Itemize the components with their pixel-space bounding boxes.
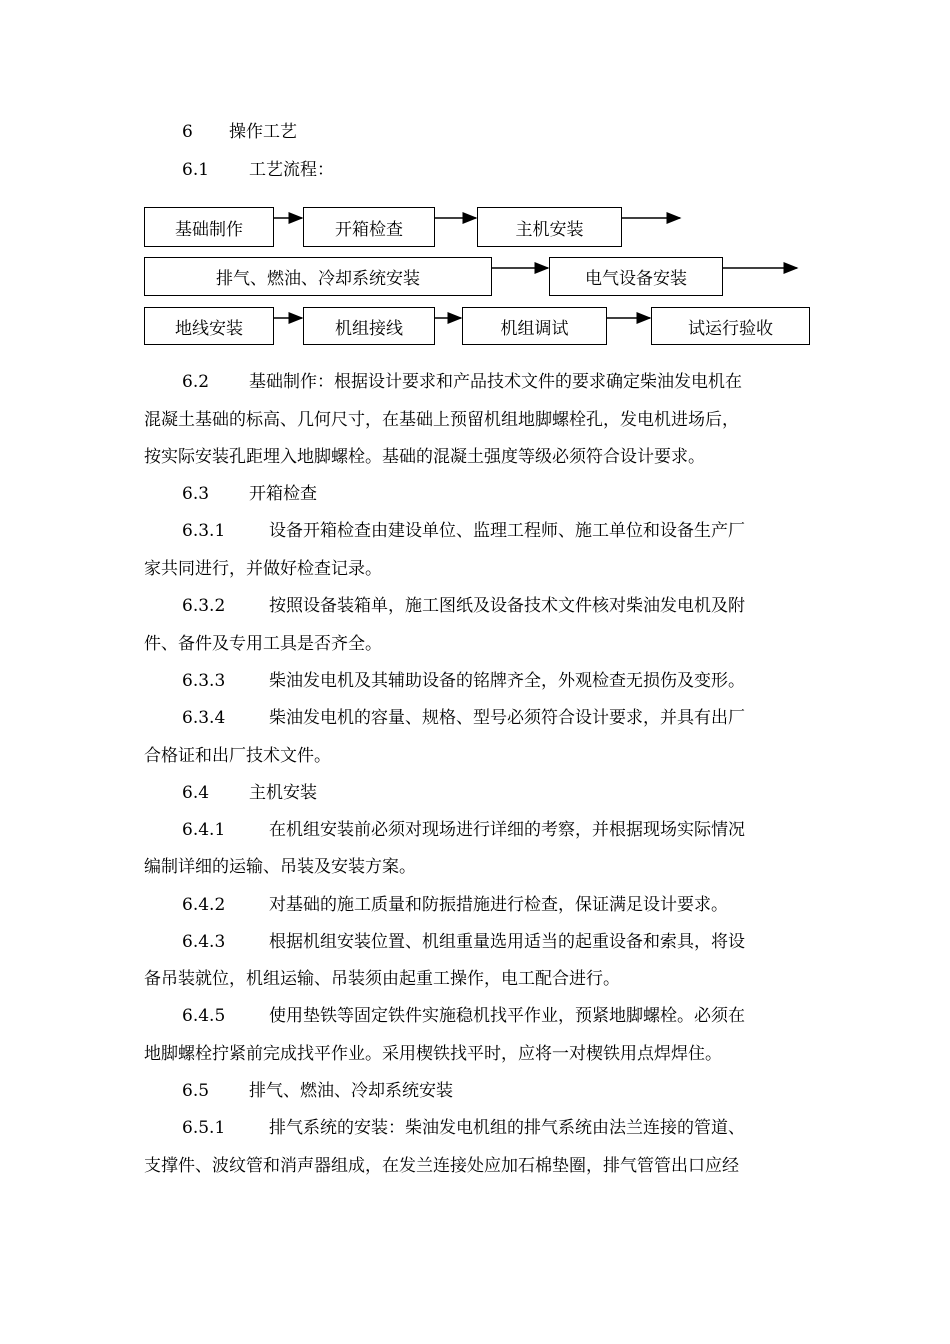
para-6-3 — [182, 484, 812, 504]
para-number: 6.5.1 — [182, 1118, 226, 1138]
para-6-2-line-2: 混凝土基础的标高、几何尺寸，在基础上预留机组地脚螺栓孔，发电机进场后， — [144, 410, 739, 430]
para-number: 6.4.1 — [182, 820, 226, 840]
para-6-5 — [182, 1081, 812, 1101]
para-6-4-2 — [182, 895, 812, 915]
flow-box-wiring: 机组接线 — [303, 307, 435, 345]
para-number: 6.3.3 — [182, 671, 226, 691]
para-6-3-1 — [182, 521, 812, 541]
flow-box-exhaust-fuel-cooling: 排气、燃油、冷却系统安装 — [144, 257, 492, 296]
para-6-4-3 — [182, 932, 812, 952]
para-number: 6.2 — [182, 372, 210, 392]
para-number: 6.4 — [182, 783, 210, 803]
para-text: 排气系统的安装：柴油发电机组的排气系统由法兰连接的管道、 — [269, 1118, 745, 1138]
para-6-3-2 — [182, 596, 812, 616]
flow-box-electrical: 电气设备安装 — [549, 257, 723, 296]
para-number: 6.3.2 — [182, 596, 226, 616]
para-6-5-1-line-2: 支撑件、波纹管和消声器组成，在发兰连接处应加石棉垫圈，排气管管出口应经 — [144, 1156, 739, 1176]
para-6-3-2-line-2: 件、备件及专用工具是否齐全。 — [144, 634, 382, 654]
flow-box-acceptance: 试运行验收 — [651, 307, 810, 345]
para-text: 根据机组安装位置、机组重量选用适当的起重设备和索具，将设 — [269, 932, 745, 952]
para-text: 柴油发电机及其辅助设备的铭牌齐全，外观检查无损伤及变形。 — [269, 671, 745, 691]
para-6-4-5 — [182, 1006, 812, 1026]
section-heading — [182, 122, 812, 142]
para-6-2-line-3: 按实际安装孔距埋入地脚螺栓。基础的混凝土强度等级必须符合设计要求。 — [144, 447, 705, 467]
para-6-3-4 — [182, 708, 812, 728]
para-text: 按照设备装箱单，施工图纸及设备技术文件核对柴油发电机及附 — [269, 596, 745, 616]
flow-title: 工艺流程： — [249, 160, 334, 180]
para-6-4-1 — [182, 820, 812, 840]
para-number: 6.3.4 — [182, 708, 226, 728]
para-6-4-1-line-2: 编制详细的运输、吊装及安装方案。 — [144, 857, 416, 877]
para-number: 6.4.5 — [182, 1006, 226, 1026]
para-text: 使用垫铁等固定铁件实施稳机找平作业，预紧地脚螺栓。必须在 — [269, 1006, 745, 1026]
para-text: 设备开箱检查由建设单位、监理工程师、施工单位和设备生产厂 — [269, 521, 745, 541]
para-number: 6.4.2 — [182, 895, 226, 915]
para-6-3-4-line-2: 合格证和出厂技术文件。 — [144, 746, 331, 766]
flow-box-debug: 机组调试 — [462, 307, 607, 345]
para-6-3-3 — [182, 671, 812, 691]
para-text: 主机安装 — [249, 783, 317, 803]
para-text: 开箱检查 — [249, 484, 317, 504]
flow-heading — [182, 160, 812, 180]
para-number: 6.3 — [182, 484, 210, 504]
para-text: 对基础的施工质量和防振措施进行检查，保证满足设计要求。 — [269, 895, 728, 915]
flow-box-main-install: 主机安装 — [477, 207, 622, 247]
para-text: 排气、燃油、冷却系统安装 — [249, 1081, 453, 1101]
para-number: 6.5 — [182, 1081, 210, 1101]
para-6-4 — [182, 783, 812, 803]
para-number: 6.4.3 — [182, 932, 226, 952]
flow-box-foundation: 基础制作 — [144, 207, 274, 247]
para-text: 基础制作：根据设计要求和产品技术文件的要求确定柴油发电机在 — [249, 372, 742, 392]
para-6-3-1-line-2: 家共同进行，并做好检查记录。 — [144, 559, 382, 579]
flow-box-grounding: 地线安装 — [144, 307, 274, 345]
section-title: 操作工艺 — [229, 122, 297, 142]
flow-number: 6.1 — [182, 160, 210, 180]
para-text: 在机组安装前必须对现场进行详细的考察，并根据现场实际情况 — [269, 820, 745, 840]
para-6-4-3-line-2: 备吊装就位，机组运输、吊装须由起重工操作，电工配合进行。 — [144, 969, 620, 989]
para-6-4-5-line-2: 地脚螺栓拧紧前完成找平作业。采用楔铁找平时，应将一对楔铁用点焊焊住。 — [144, 1044, 722, 1064]
para-6-5-1 — [182, 1118, 812, 1138]
section-number: 6 — [182, 122, 193, 142]
para-6-2 — [182, 372, 812, 392]
para-number: 6.3.1 — [182, 521, 226, 541]
para-text: 柴油发电机的容量、规格、型号必须符合设计要求，并具有出厂 — [269, 708, 745, 728]
flow-box-unpacking: 开箱检查 — [303, 207, 435, 247]
